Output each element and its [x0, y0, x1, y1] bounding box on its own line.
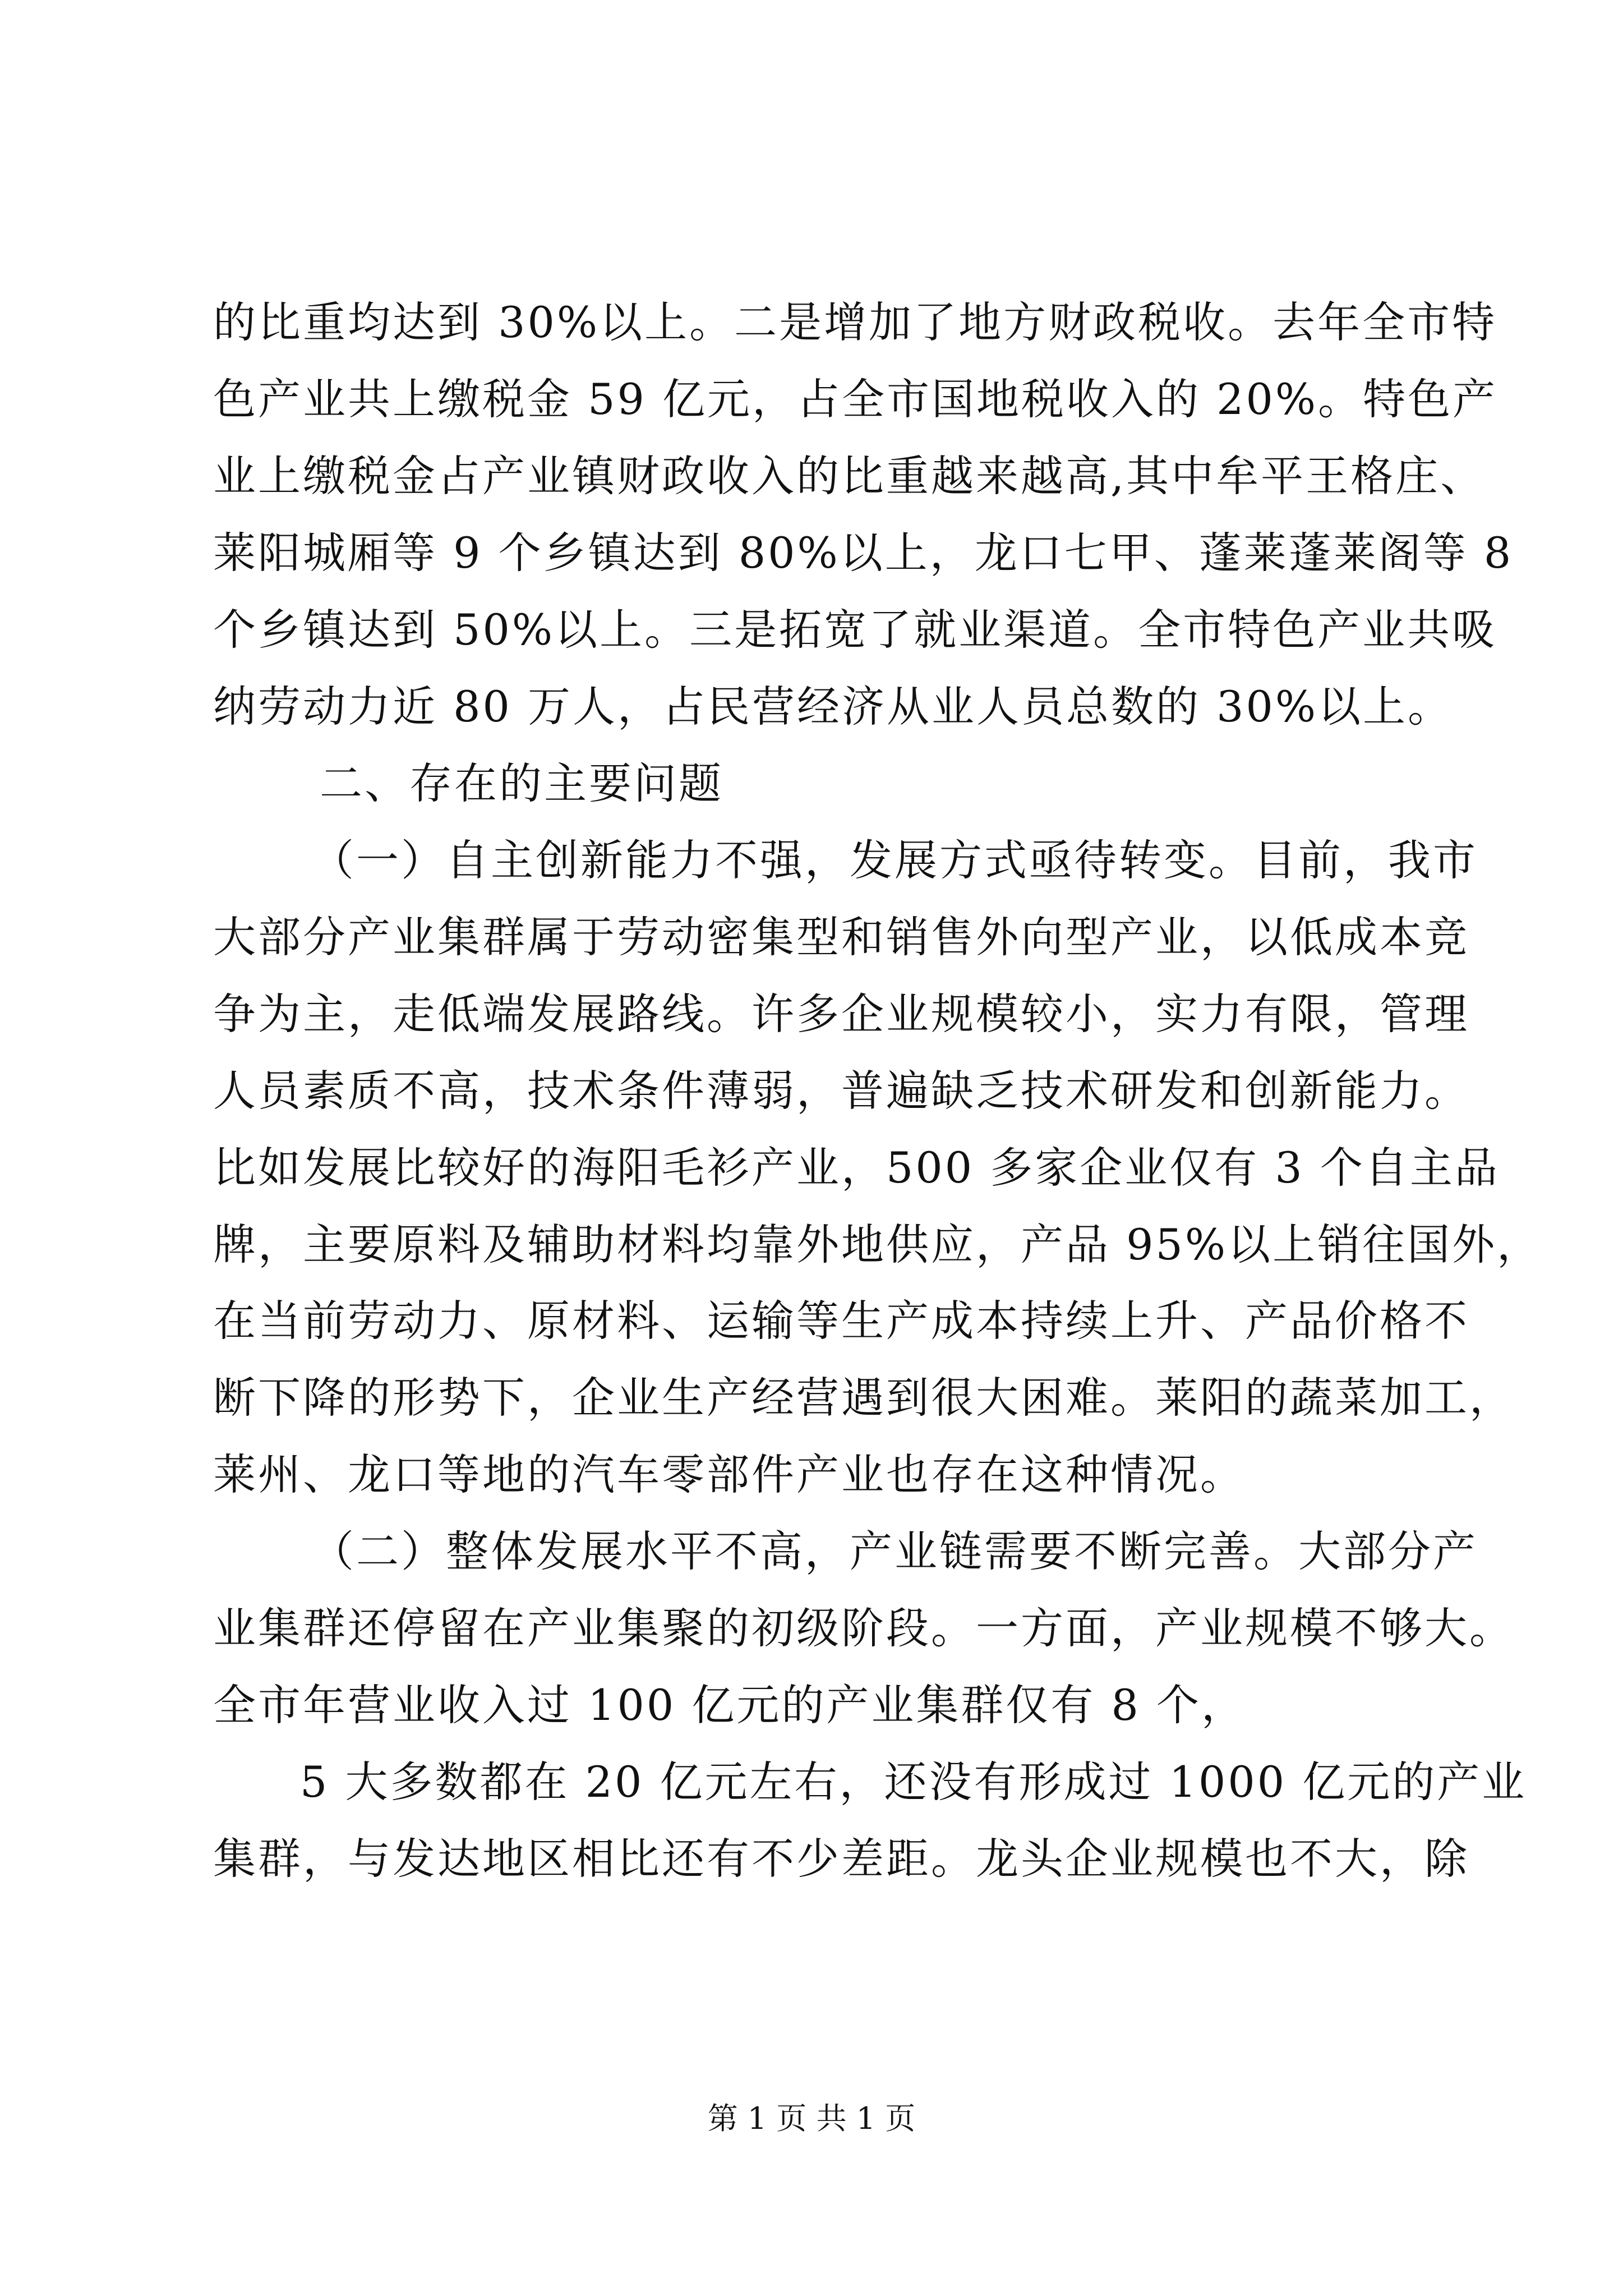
text-line: （一）自主创新能力不强，发展方式亟待转变。目前，我市 [311, 835, 1478, 885]
text-line: 大部分产业集群属于劳动密集型和销售外向型产业，以低成本竞 [213, 912, 1469, 962]
text-line: 争为主，走低端发展路线。许多企业规模较小，实力有限，管理 [213, 989, 1469, 1039]
text-line: 比如发展比较好的海阳毛衫产业，500 多家企业仅有 3 个自主品 [213, 1143, 1500, 1193]
text-line: 业上缴税金占产业镇财政收入的比重越来越高,其中牟平王格庄、 [213, 451, 1486, 501]
text-line: 人员素质不高，技术条件薄弱，普遍缺乏技术研发和创新能力。 [213, 1066, 1469, 1116]
text-line: 5 大多数都在 20 亿元左右，还没有形成过 1000 亿元的产业 [300, 1757, 1527, 1807]
text-line: 莱州、龙口等地的汽车零部件产业也存在这种情况。 [213, 1450, 1245, 1499]
text-line: 全市年营业收入过 100 亿元的产业集群仅有 8 个， [213, 1680, 1247, 1730]
text-line: 纳劳动力近 80 万人，占民营经济从业人员总数的 30%以上。 [213, 682, 1453, 731]
text-line: 色产业共上缴税金 59 亿元，占全市国地税收入的 20%。特色产 [213, 374, 1498, 424]
text-line: （二）整体发展水平不高，产业链需要不断完善。大部分产 [311, 1526, 1478, 1576]
text-line: 集群，与发达地区相比还有不少差距。龙头企业规模也不大，除 [213, 1834, 1469, 1884]
text-line: 牌，主要原料及辅助材料均靠外地供应，产品 95%以上销往国外， [213, 1220, 1542, 1269]
section-heading: 二、存在的主要问题 [320, 758, 723, 808]
text-line: 个乡镇达到 50%以上。三是拓宽了就业渠道。全市特色产业共吸 [213, 605, 1497, 655]
page-footer: 第 1 页 共 1 页 [707, 2101, 916, 2136]
text-line: 断下降的形势下，企业生产经营遇到很大困难。莱阳的蔬菜加工， [213, 1373, 1514, 1423]
text-line: 的比重均达到 30%以上。二是增加了地方财政税收。去年全市特 [213, 297, 1497, 347]
text-line: 在当前劳动力、原材料、运输等生产成本持续上升、产品价格不 [213, 1296, 1469, 1346]
text-line: 莱阳城厢等 9 个乡镇达到 80%以上，龙口七甲、蓬莱蓬莱阁等 8 [213, 528, 1514, 578]
text-line: 业集群还停留在产业集聚的初级阶段。一方面，产业规模不够大。 [213, 1603, 1514, 1653]
